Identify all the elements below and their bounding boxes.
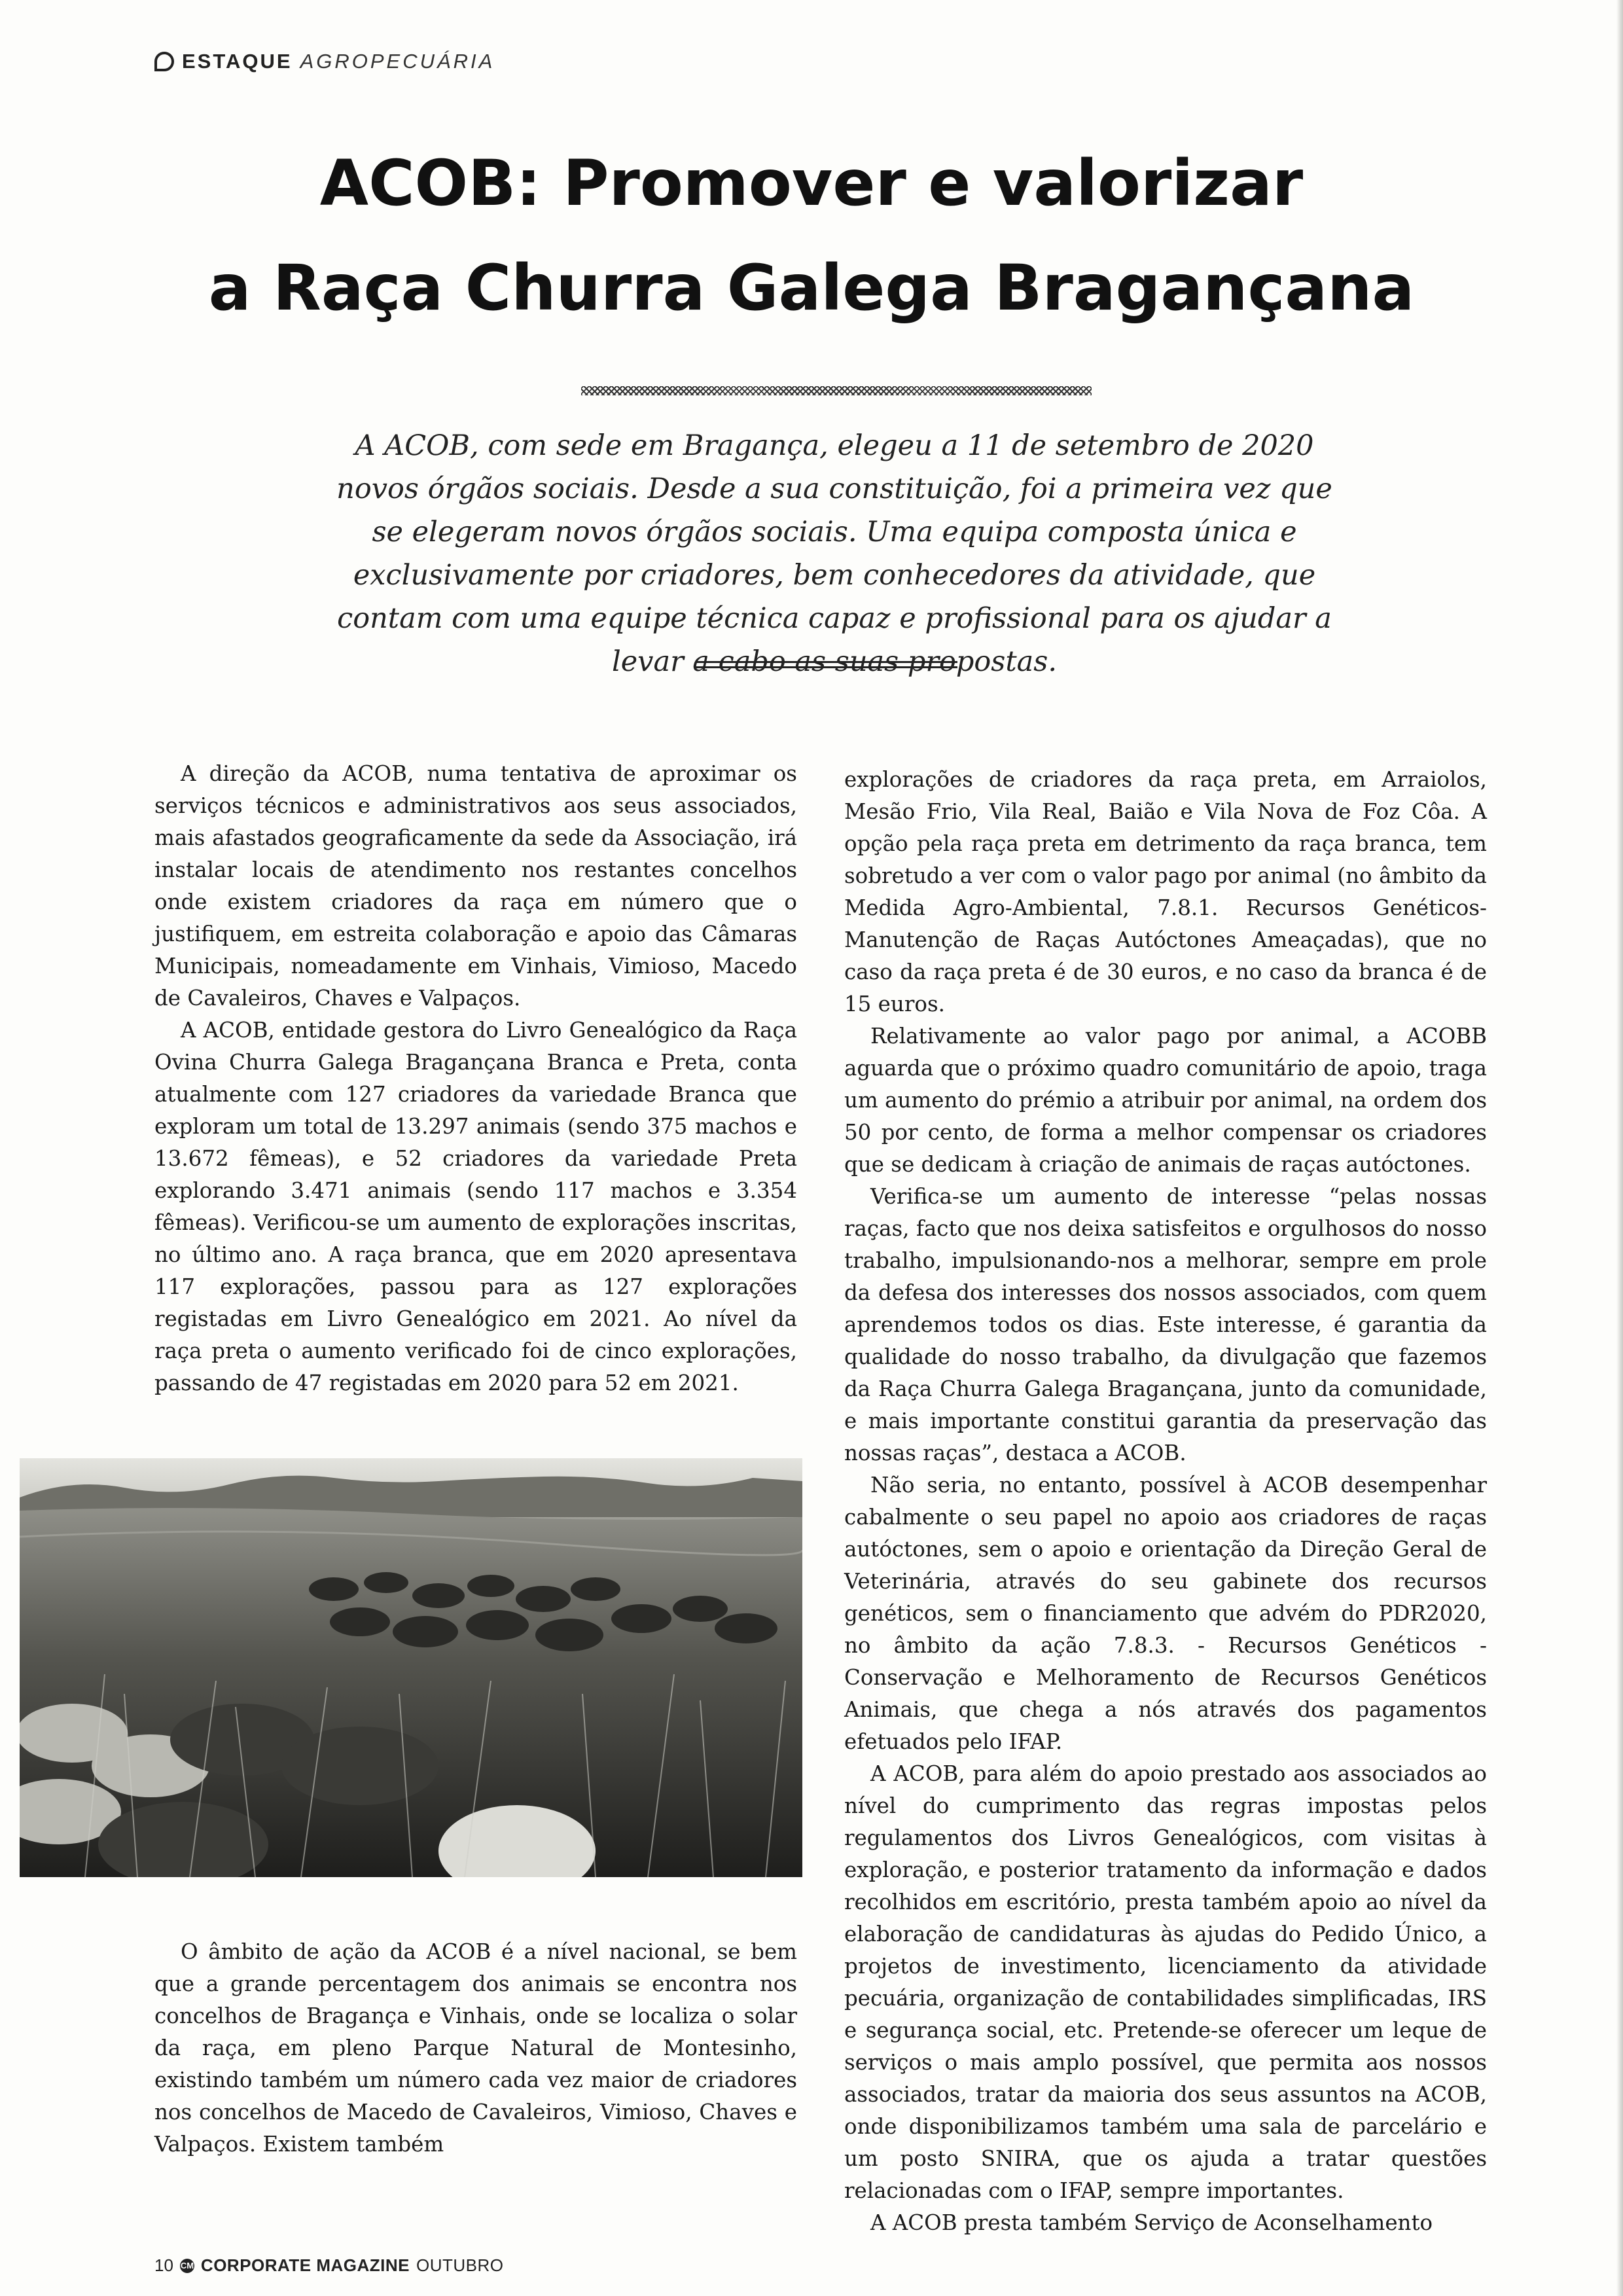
article-photo-sheep-grazing [20, 1458, 802, 1877]
section-logo-icon [154, 52, 174, 71]
paragraph: A ACOB, para além do apoio prestado aos associados ao nível do cumprimento das regras impostas pelos regulamentos dos Livros Genealógicos, com visitas à exploração, e posterior tratamento da informação e dados recolhidos em escritório, presta também apoio ao nível da elaboração de candidaturas às ajudas do Pedido Único, a projetos de investimento, licenciamento da atividade pecuária, organização de contabilidades simplificadas, IRS e segurança social, etc. Pretende-se oferecer um leque de serviços o mais amplo possível, que permita aos nossos associados, tratar da maioria dos seus assuntos na ACOB, onde disponibilizamos também uma sala de parcelário e um posto SNIRA, que os ajuda a tratar questões relacionadas com o IFAP, sempre importantes. [844, 1761, 1487, 2203]
body-column-right [844, 764, 1487, 2239]
body-column-left-top [154, 758, 797, 1399]
page-number: 10 [154, 2255, 173, 2275]
paragraph: O âmbito de ação da ACOB é a nível nacional, se bem que a grande percentagem dos animais se encontra nos concelhos de Bragança e Vinhais, onde se localiza o solar da raça, em pleno Parque Natural de Montesinho, existindo também um número cada vez maior de criadores nos concelhos de Macedo de Cavaleiros, Vimioso, Chaves e Valpaços. Existem também [154, 1939, 797, 2157]
page-footer [154, 2255, 504, 2276]
headline-line-1: ACOB: Promover e valorizar [319, 147, 1304, 220]
section-header [154, 50, 495, 73]
headline-line-2: a Raça Churra Galega Bragançana [208, 251, 1415, 325]
ornament-divider [581, 386, 1092, 395]
subsection-label: AGROPECUÁRIA [300, 50, 495, 73]
lede-rule [696, 661, 957, 668]
section-label: ESTAQUE [182, 50, 293, 73]
magazine-name: CORPORATE MAGAZINE [200, 2255, 410, 2275]
article-headline [0, 131, 1623, 340]
paragraph: Não seria, no entanto, possível à ACOB desempenhar cabalmente o seu papel no apoio aos criadores de raças autóctones, sem o apoio e orientação da Direção Geral de Veterinária, através do seu gabinete dos recursos genéticos, sem o financiamento que advém do PDR2020, no âmbito da ação 7.8.3. - Recursos Genéticos - Conservação e Melhoramento de Recursos Genéticos Animais, que chega a nós através dos pagamentos efetuados pelo IFAP. [844, 1473, 1487, 1754]
paragraph: Verifica-se um aumento de interesse “pelas nossas raças, facto que nos deixa satisfeitos e orgulhosos do nosso trabalho, impulsionando-nos a melhorar, sempre em prole da defesa dos interesses dos nossos associados, com quem aprendemos todos os dias. Este interesse, é garantia da qualidade do nosso trabalho, da divulgação que fazemos da Raça Churra Galega Bragançana, junto da comunidade, e mais importante constitui garantia da preservação das nossas raças”, destaca a ACOB. [844, 1184, 1487, 1465]
paragraph-continuation: explorações de criadores da raça preta, em Arraiolos, Mesão Frio, Vila Real, Baião e Vila Nova de Foz Côa. A opção pela raça preta em detrimento da raça branca, tem sobretudo a ver com o valor pago por animal (no âmbito da Medida Agro-Ambiental, 7.8.1. Recursos Genéticos-Manutenção de Raças Autóctones Ameaçadas), que no caso da raça preta é de 30 euros, e no caso da branca é de 15 euros. [844, 767, 1487, 1016]
magazine-logo-icon: CM [180, 2259, 194, 2273]
paragraph: Relativamente ao valor pago por animal, a ACOBB aguarda que o próximo quadro comunitário de apoio, traga um aumento do prémio a atribuir por animal, na ordem dos 50 por cento, de forma a melhor compensar os criadores que se dedicam à criação de animais de raças autóctones. [844, 1024, 1487, 1177]
body-column-left-bottom [154, 1936, 797, 2161]
scan-edge-shadow [1616, 0, 1623, 2296]
paragraph: A ACOB, entidade gestora do Livro Genealógico da Raça Ovina Churra Galega Bragançana Branca e Preta, conta atualmente com 127 criadores da variedade Branca que exploram um total de 13.297 animais (sendo 375 machos e 13.672 fêmeas), e 52 criadores da variedade Preta explorando 3.471 animais (sendo 117 machos e 3.354 fêmeas). Verificou-se um aumento de explorações inscritas, no último ano. A raça branca, que em 2020 apresentava 117 explorações, passou para as 127 explorações registadas em Livro Genealógico em 2021. Ao nível da raça preta o aumento verificado foi de cinco explorações, passando de 47 registadas em 2020 para 52 em 2021. [154, 1018, 797, 1395]
paragraph: A direção da ACOB, numa tentativa de aproximar os serviços técnicos e administrativos aos seus associados, mais afastados geograficamente da sede da Associação, irá instalar locais de atendimento nos restantes concelhos onde existem criadores da raça em número que o justifiquem, em estreita colaboração e apoio das Câmaras Municipais, nomeadamente em Vinhais, Vimioso, Macedo de Cavaleiros, Chaves e Valpaços. [154, 761, 797, 1011]
issue-month: OUTUBRO [416, 2255, 504, 2275]
paragraph: A ACOB presta também Serviço de Aconselhamento [870, 2210, 1433, 2235]
article-lede: A ACOB, com sede em Bragança, elegeu a 11 de setembro de 2020 novos órgãos sociais. Desde a sua constituição, foi a primeira vez que se elegeram novos órgãos sociais. Uma equipa composta única e exclusivamente por criadores, bem conhecedores da atividade, que contam com uma equipe técnica capaz e profissional para os ajudar a levar a cabo as suas propostas. [336, 429, 1332, 678]
